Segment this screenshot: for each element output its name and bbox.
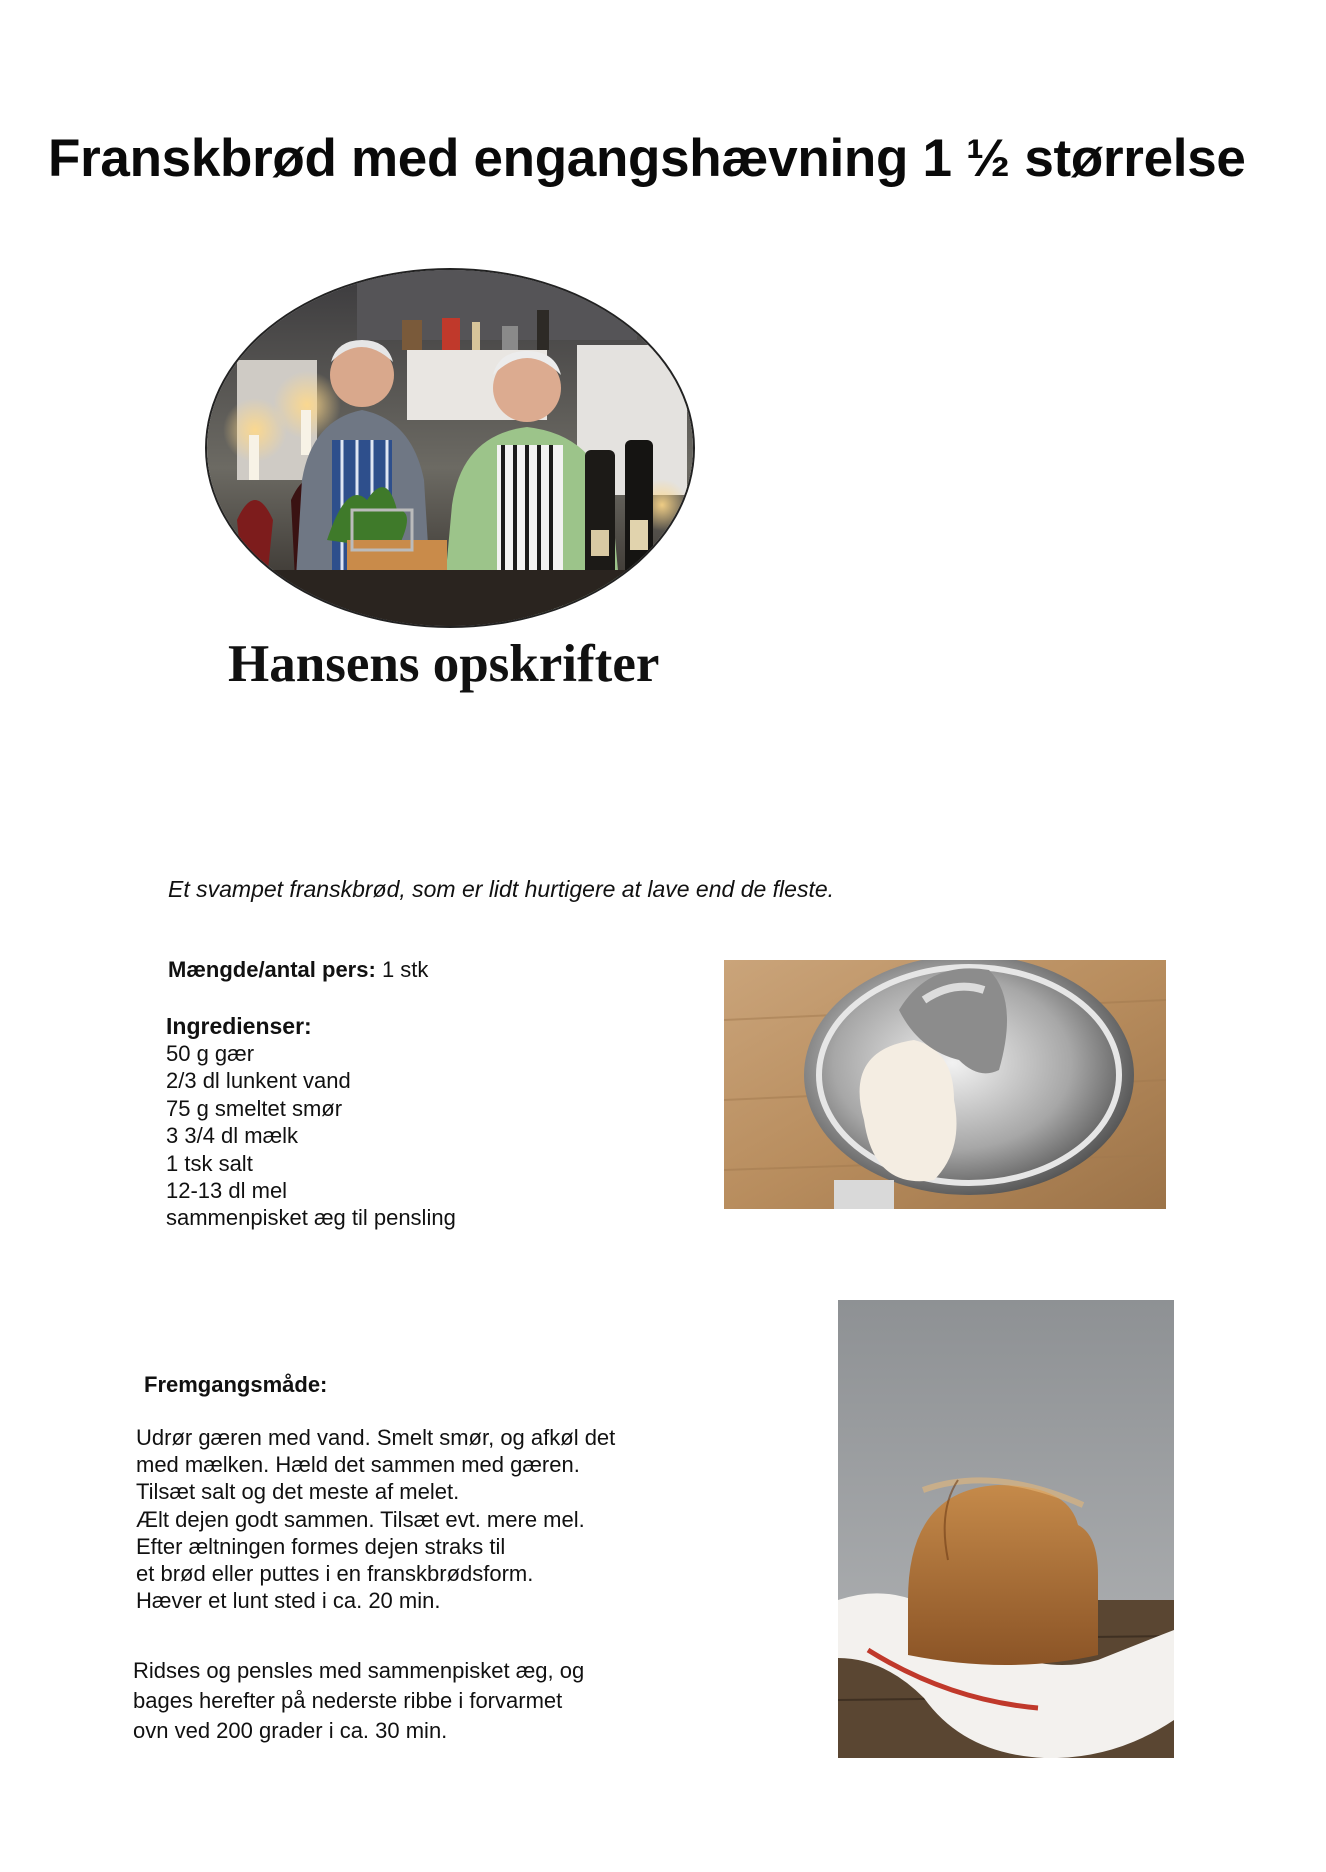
baking-instructions [133, 1656, 584, 1746]
servings-label: Mængde/antal pers: [168, 957, 376, 982]
brand-name: Hansens opskrifter [228, 635, 660, 693]
method-line: Ælt dejen godt sammen. Tilsæt evt. mere mel. [136, 1506, 585, 1532]
finish-line: Ridses og pensles med sammenpisket æg, og [133, 1658, 585, 1683]
servings-line [168, 957, 428, 983]
recipe-intro: Et svampet franskbrød, som er lidt hurtigere at lave end de fleste. [168, 876, 835, 902]
mixer-photo [724, 960, 1166, 1209]
finish-line: ovn ved 200 grader i ca. 30 min. [133, 1718, 448, 1743]
ingredient-item: sammenpisket æg til pensling [166, 1205, 456, 1231]
recipe-title: Franskbrød med engangshævning 1 ½ størrelse [48, 128, 1246, 188]
ingredients-list [166, 1040, 456, 1232]
method-line: Efter æltningen formes dejen straks til [136, 1533, 506, 1559]
servings-value: 1 stk [381, 957, 429, 982]
method-line: Udrør gæren med vand. Smelt smør, og afkøl det [136, 1425, 616, 1450]
method-steps [136, 1424, 615, 1614]
method-line: Hæver et lunt sted i ca. 20 min. [136, 1588, 441, 1614]
ingredient-item: 1 tsk salt [166, 1150, 253, 1176]
method-line: et brød eller puttes i en franskbrødsform. [136, 1561, 534, 1587]
method-line: med mælken. Hæld det sammen med gæren. [136, 1452, 580, 1478]
kitchen-photo [205, 268, 695, 628]
method-line: Tilsæt salt og det meste af melet. [136, 1479, 460, 1505]
ingredients-heading: Ingredienser: [166, 1013, 312, 1039]
ingredient-item: 12-13 dl mel [166, 1178, 288, 1204]
ingredient-item: 50 g gær [166, 1041, 255, 1066]
finish-line: bages herefter på nederste ribbe i forvarmet [133, 1688, 563, 1713]
method-heading: Fremgangsmåde: [144, 1372, 328, 1397]
ingredient-item: 3 3/4 dl mælk [166, 1123, 299, 1149]
ingredient-item: 75 g smeltet smør [166, 1095, 343, 1121]
bread-photo [838, 1300, 1174, 1758]
ingredient-item: 2/3 dl lunkent vand [166, 1068, 351, 1094]
